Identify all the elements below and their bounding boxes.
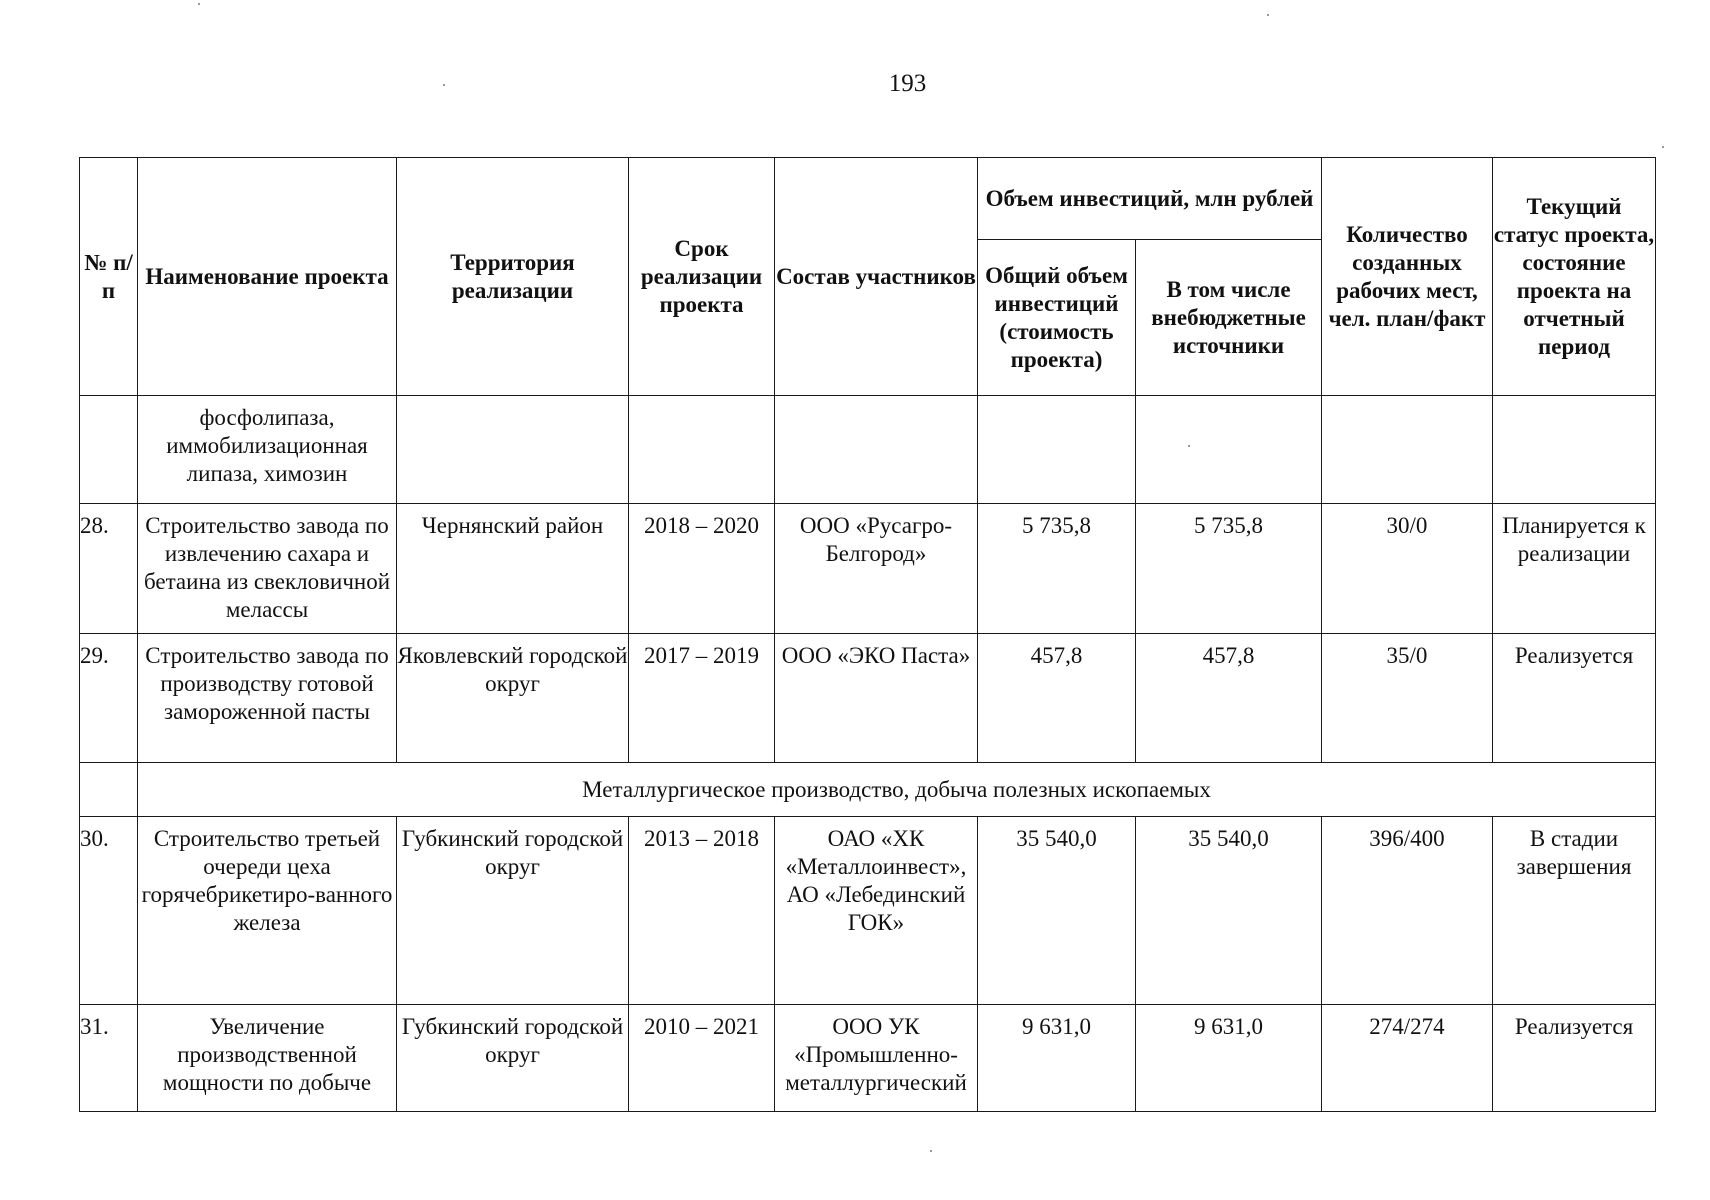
header-jobs: Количество созданных рабочих мест, чел. план/факт bbox=[1322, 158, 1493, 396]
header-term: Срок реализации проекта bbox=[629, 158, 775, 396]
cell-territory: Яковлевский городской округ bbox=[397, 634, 629, 763]
cell-participants: ОАО «ХК «Металлоинвест», АО «Лебединский ГОК» bbox=[775, 817, 978, 1005]
cell-investment-total: 35 540,0 bbox=[978, 817, 1136, 1005]
cell-participants: ООО «ЭКО Паста» bbox=[775, 634, 978, 763]
cell-num: 30. bbox=[80, 817, 138, 1005]
section-title: Металлургическое производство, добыча полезных ископаемых bbox=[138, 763, 1656, 817]
header-territory: Территория реализации bbox=[397, 158, 629, 396]
cell-term: 2013 – 2018 bbox=[629, 817, 775, 1005]
cell-num: 29. bbox=[80, 634, 138, 763]
project-rows-b bbox=[80, 817, 1656, 1112]
table-header bbox=[80, 158, 1656, 396]
cell-investment-total: 457,8 bbox=[978, 634, 1136, 763]
cell-territory bbox=[397, 396, 629, 504]
table-row bbox=[80, 1005, 1656, 1112]
cell-jobs: 274/274 bbox=[1322, 1005, 1493, 1112]
cell-status: Планируется к реализации bbox=[1493, 504, 1656, 634]
table-row bbox=[80, 817, 1656, 1005]
cell-participants bbox=[775, 396, 978, 504]
cell-jobs bbox=[1322, 396, 1493, 504]
header-investment-extra: В том числе внебюджетные источники bbox=[1136, 240, 1322, 396]
header-participants: Состав участников bbox=[775, 158, 978, 396]
cell-num: 31. bbox=[80, 1005, 138, 1112]
page-number: 193 bbox=[888, 70, 927, 97]
cell-name: Увеличение производственной мощности по добыче bbox=[138, 1005, 397, 1112]
project-rows-a bbox=[80, 504, 1656, 763]
cell-territory: Чернянский район bbox=[397, 504, 629, 634]
cell-investment-total bbox=[978, 396, 1136, 504]
cell-name: Строительство завода по извлечению сахара и бетаина из свекловичной мелассы bbox=[138, 504, 397, 634]
cell-num: 28. bbox=[80, 504, 138, 634]
cell-name: Строительство завода по производству готовой замороженной пасты bbox=[138, 634, 397, 763]
cell-investment-total: 9 631,0 bbox=[978, 1005, 1136, 1112]
section-num-cell bbox=[80, 763, 138, 817]
cell-territory: Губкинский городской округ bbox=[397, 1005, 629, 1112]
table-body bbox=[80, 396, 1656, 504]
cell-territory: Губкинский городской округ bbox=[397, 817, 629, 1005]
cell-jobs: 35/0 bbox=[1322, 634, 1493, 763]
cell-term bbox=[629, 396, 775, 504]
cell-name: фосфолипаза, иммобилизационная липаза, химозин bbox=[138, 396, 397, 504]
scan-speck bbox=[443, 84, 445, 86]
section-row bbox=[80, 763, 1656, 817]
cell-status: Реализуется bbox=[1493, 1005, 1656, 1112]
cell-status: В стадии завершения bbox=[1493, 817, 1656, 1005]
header-num: № п/п bbox=[80, 158, 138, 396]
cell-term: 2018 – 2020 bbox=[629, 504, 775, 634]
cell-investment-extra: 5 735,8 bbox=[1136, 504, 1322, 634]
cell-investment-extra: 9 631,0 bbox=[1136, 1005, 1322, 1112]
cell-term: 2017 – 2019 bbox=[629, 634, 775, 763]
table-row bbox=[80, 634, 1656, 763]
header-row-1 bbox=[80, 158, 1656, 240]
cell-name: Строительство третьей очереди цеха горячебрикетиро-ванного железа bbox=[138, 817, 397, 1005]
cell-participants: ООО УК «Промышленно-металлургический bbox=[775, 1005, 978, 1112]
header-investment-group: Объем инвестиций, млн рублей bbox=[978, 158, 1322, 240]
cell-investment-total: 5 735,8 bbox=[978, 504, 1136, 634]
cell-investment-extra bbox=[1136, 396, 1322, 504]
cell-num bbox=[80, 396, 138, 504]
scan-speck bbox=[1662, 146, 1664, 148]
continuation-row bbox=[80, 396, 1656, 504]
section-body bbox=[80, 763, 1656, 817]
cell-status: Реализуется bbox=[1493, 634, 1656, 763]
header-investment-total: Общий объем инвестиций (стоимость проекта) bbox=[978, 240, 1136, 396]
scan-speck bbox=[1267, 14, 1269, 16]
cell-investment-extra: 457,8 bbox=[1136, 634, 1322, 763]
scan-speck bbox=[1188, 445, 1190, 447]
cell-investment-extra: 35 540,0 bbox=[1136, 817, 1322, 1005]
header-name: Наименование проекта bbox=[138, 158, 397, 396]
table-row bbox=[80, 504, 1656, 634]
cell-term: 2010 – 2021 bbox=[629, 1005, 775, 1112]
projects-table bbox=[79, 157, 1656, 1112]
cell-jobs: 396/400 bbox=[1322, 817, 1493, 1005]
cell-jobs: 30/0 bbox=[1322, 504, 1493, 634]
scan-speck bbox=[198, 3, 200, 5]
scan-speck bbox=[930, 1150, 932, 1152]
cell-participants: ООО «Русагро-Белгород» bbox=[775, 504, 978, 634]
header-status: Текущий статус проекта, состояние проекта на отчетный период bbox=[1493, 158, 1656, 396]
cell-status bbox=[1493, 396, 1656, 504]
